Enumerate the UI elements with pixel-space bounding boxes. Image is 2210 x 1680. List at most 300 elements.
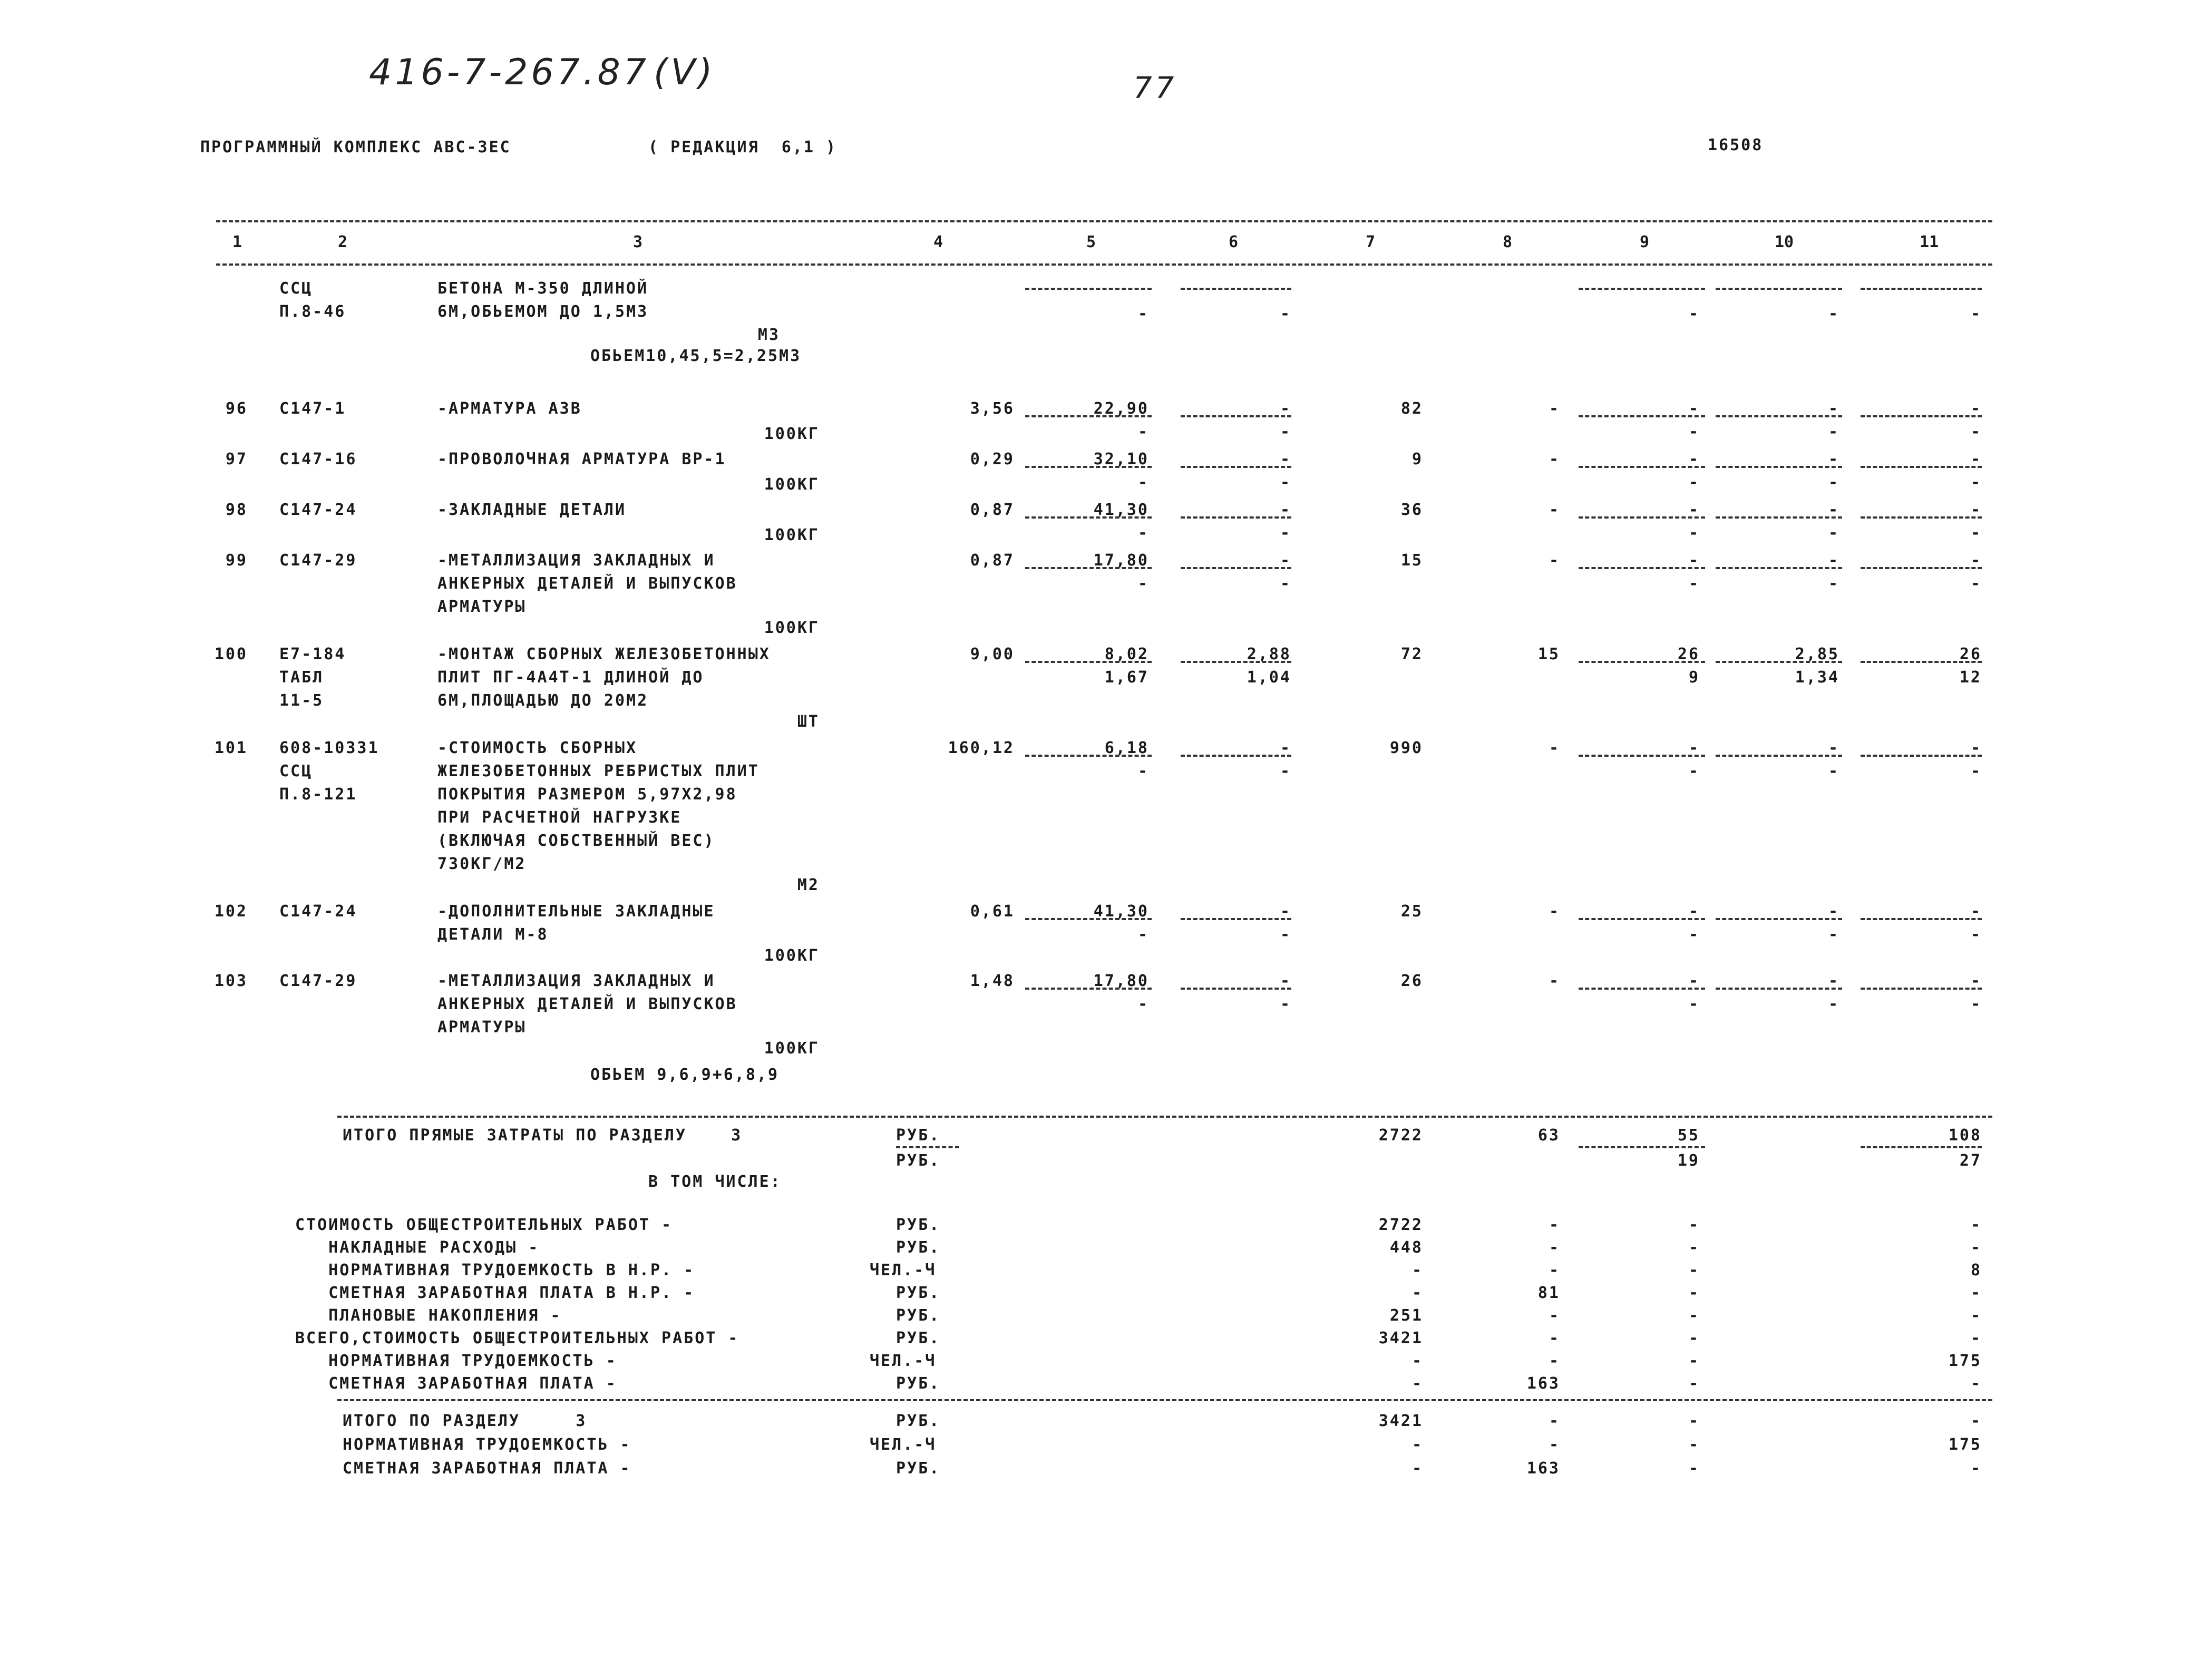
row-description: (ВКЛЮЧАЯ СОБСТВЕННЫЙ ВЕС) <box>437 832 715 850</box>
row-description: -ДОПОЛНИТЕЛЬНЫЕ ЗАКЛАДНЫЕ <box>437 902 715 921</box>
cell-c10: - <box>1828 995 1839 1013</box>
cell-c11: - <box>1970 524 1982 542</box>
cell-c9: - <box>1688 739 1700 757</box>
cell-c11: - <box>1970 995 1982 1013</box>
table-top-rule <box>216 220 1992 222</box>
handwritten-page-number: 77 <box>1133 71 1177 105</box>
handwritten-volume: (V) <box>654 52 716 93</box>
cell-c4: 0,87 <box>970 501 1015 519</box>
summary-label: НАКЛАДНЫЕ РАСХОДЫ - <box>295 1238 540 1257</box>
col5-rule <box>1025 918 1152 920</box>
cell-c11: - <box>1970 399 1982 418</box>
cell-c5: 41,30 <box>1093 501 1149 519</box>
section-total-label: СМЕТНАЯ ЗАРАБОТНАЯ ПЛАТА - <box>343 1459 631 1478</box>
cell-c6: - <box>1280 305 1291 323</box>
cell-c7: - <box>1411 1435 1423 1454</box>
total-direct-unit2: РУБ. <box>896 1151 941 1170</box>
cell-c8: 163 <box>1526 1374 1560 1393</box>
cell-c6: - <box>1280 739 1291 757</box>
row-description: ПОКРЫТИЯ РАЗМЕРОМ 5,97Х2,98 <box>437 785 737 804</box>
cell-c7: 9 <box>1411 450 1423 468</box>
cell-c11: - <box>1970 1238 1982 1257</box>
cell-c10: - <box>1828 551 1839 570</box>
column-header-6: 6 <box>1228 233 1239 251</box>
cell-c9: - <box>1688 423 1700 441</box>
cell-c7: 36 <box>1400 501 1423 519</box>
row-description: -АРМАТУРА А3В <box>437 399 582 418</box>
summary-label: ПЛАНОВЫЕ НАКОПЛЕНИЯ - <box>295 1306 562 1325</box>
cell-c6: - <box>1280 551 1291 570</box>
col10-rule <box>1716 466 1842 468</box>
cell-c8: - <box>1549 1412 1560 1430</box>
cell-c9: - <box>1688 551 1700 570</box>
row-description: -СТОИМОСТЬ СБОРНЫХ <box>437 739 638 757</box>
section-total-unit: РУБ. <box>896 1412 941 1430</box>
summary-label: СТОИМОСТЬ ОБЩЕСТРОИТЕЛЬНЫХ РАБОТ - <box>295 1216 673 1234</box>
summary-unit: РУБ. <box>896 1329 941 1347</box>
column-header-8: 8 <box>1502 233 1513 251</box>
cell-c5: 8,02 <box>1104 645 1149 663</box>
col9-rule <box>1579 415 1705 417</box>
section-total-unit: РУБ. <box>896 1459 941 1478</box>
row-description: АРМАТУРЫ <box>437 598 527 616</box>
row-number: 98 <box>225 501 248 519</box>
cell-c9: - <box>1688 925 1700 944</box>
cell-c5: - <box>1137 574 1149 593</box>
cell-c8: 163 <box>1526 1459 1560 1478</box>
col10-rule <box>1716 988 1842 990</box>
cell-c9: - <box>1688 995 1700 1013</box>
cell-c8: - <box>1549 450 1560 468</box>
cell-c9: - <box>1688 762 1700 780</box>
col5-rule <box>1025 516 1152 519</box>
cell-c9: 26 <box>1677 645 1700 663</box>
col9-rule <box>1579 288 1705 290</box>
column-header-1: 1 <box>232 233 242 251</box>
section-total-label: ИТОГО ПО РАЗДЕЛУ 3 <box>343 1412 587 1430</box>
cell-c11: 8 <box>1970 1261 1982 1279</box>
row-description: АНКЕРНЫХ ДЕТАЛЕЙ И ВЫПУСКОВ <box>437 574 737 593</box>
cell-c7: 990 <box>1389 739 1423 757</box>
cell-c7: 251 <box>1389 1306 1423 1325</box>
program-title: ПРОГРАММНЫЙ КОМПЛЕКС АВС-3ЕС <box>200 138 511 157</box>
cell-c8: - <box>1549 1216 1560 1234</box>
cell-c6: - <box>1280 925 1291 944</box>
row-code: С147-1 <box>279 399 346 418</box>
row-code: С147-24 <box>279 902 357 921</box>
cell-c10: - <box>1828 524 1839 542</box>
total-direct-unit: РУБ. <box>896 1126 941 1145</box>
cell-c11: - <box>1970 1216 1982 1234</box>
cell-c6: - <box>1280 524 1291 542</box>
cell-c5: 17,80 <box>1093 551 1149 570</box>
row-description: ЖЕЛЕЗОБЕТОННЫХ РЕБРИСТЫХ ПЛИТ <box>437 762 760 780</box>
handwritten-code: 416-7-267.87 <box>369 52 650 93</box>
cell-c9: - <box>1688 1238 1700 1257</box>
cell-c4: 3,56 <box>970 399 1015 418</box>
cell-c8: - <box>1549 1435 1560 1454</box>
cell-c5: 1,67 <box>1104 668 1149 687</box>
col6-rule <box>1181 516 1291 519</box>
cell-c8: - <box>1549 1261 1560 1279</box>
row-code: 11-5 <box>279 691 324 710</box>
cell-c11: - <box>1970 574 1982 593</box>
cell-c8: - <box>1549 739 1560 757</box>
col11-rule <box>1861 661 1982 663</box>
column-header-9: 9 <box>1639 233 1650 251</box>
section-total-unit: ЧЕЛ.-Ч <box>870 1435 937 1454</box>
cell-c11: 175 <box>1948 1435 1982 1454</box>
cell-c6: - <box>1280 450 1291 468</box>
row-unit: 100КГ <box>764 425 820 443</box>
cell-c6: - <box>1280 423 1291 441</box>
summary-label: СМЕТНАЯ ЗАРАБОТНАЯ ПЛАТА - <box>295 1374 617 1393</box>
cell-c7: 72 <box>1400 645 1423 663</box>
cell-c11: - <box>1970 925 1982 944</box>
row-number: 101 <box>214 739 248 757</box>
row-number: 100 <box>214 645 248 663</box>
summary-label: НОРМАТИВНАЯ ТРУДОЕМКОСТЬ - <box>295 1352 617 1370</box>
column-header-2: 2 <box>337 233 348 251</box>
row-description: ПРИ РАСЧЕТНОЙ НАГРУЗКЕ <box>437 808 682 827</box>
table-header-rule <box>216 263 1992 266</box>
cell-c11: - <box>1970 902 1982 921</box>
cell-c5: - <box>1137 762 1149 780</box>
col6-rule <box>1181 466 1291 468</box>
col11-rule <box>1861 918 1982 920</box>
cell-c6: - <box>1280 501 1291 519</box>
col11-rule <box>1861 415 1982 417</box>
cell-c11: - <box>1970 450 1982 468</box>
col10-rule <box>1716 415 1842 417</box>
cell-c8: - <box>1549 1329 1560 1347</box>
cell-c7: - <box>1411 1352 1423 1370</box>
summary-unit: РУБ. <box>896 1216 941 1234</box>
cell-c8: - <box>1549 902 1560 921</box>
program-edition: ( РЕДАКЦИЯ 6,1 ) <box>648 138 838 157</box>
row-unit: 100КГ <box>764 526 820 544</box>
cell-c8: - <box>1549 1238 1560 1257</box>
cell-c6: - <box>1280 972 1291 990</box>
cell-c11: 26 <box>1959 645 1982 663</box>
summary-unit: ЧЕЛ.-Ч <box>870 1352 937 1370</box>
col5-rule <box>1025 415 1152 417</box>
row-description: АРМАТУРЫ <box>437 1018 527 1037</box>
cell-c6: - <box>1280 995 1291 1013</box>
cell-c8: 63 <box>1537 1126 1560 1145</box>
cell-c9: 55 <box>1677 1126 1700 1145</box>
cell-c8: - <box>1549 1352 1560 1370</box>
cell-c10: - <box>1828 925 1839 944</box>
cell-c10: - <box>1828 423 1839 441</box>
cell-c4: 0,87 <box>970 551 1015 570</box>
row-description: -ПРОВОЛОЧНАЯ АРМАТУРА ВР-1 <box>437 450 726 468</box>
col10-rule <box>1716 755 1842 757</box>
cell-c9: - <box>1688 902 1700 921</box>
cell-c7: 3421 <box>1378 1412 1423 1430</box>
row-description: ДЕТАЛИ М-8 <box>437 925 549 944</box>
cell-c10: - <box>1828 972 1839 990</box>
cell-c11: - <box>1970 739 1982 757</box>
cell-c5: - <box>1137 473 1149 492</box>
cell-c9: 9 <box>1688 668 1700 687</box>
cell-c6: - <box>1280 473 1291 492</box>
row-code: 608-10331 <box>279 739 379 757</box>
col5-rule <box>1025 661 1152 663</box>
col6-rule <box>1181 415 1291 417</box>
cell-c8: - <box>1549 551 1560 570</box>
cell-c4: 0,29 <box>970 450 1015 468</box>
row-code: ТАБЛ <box>279 668 324 687</box>
cell-c10: 2,85 <box>1795 645 1839 663</box>
col9-rule <box>1579 567 1705 569</box>
cell-c7: - <box>1411 1459 1423 1478</box>
cell-c5: 32,10 <box>1093 450 1149 468</box>
col10-rule <box>1716 661 1842 663</box>
row-unit: М2 <box>797 876 820 894</box>
cell-c10: 1,34 <box>1795 668 1839 687</box>
cell-c6: 1,04 <box>1247 668 1291 687</box>
column-header-7: 7 <box>1365 233 1376 251</box>
col5-rule <box>1025 988 1152 990</box>
col6-rule <box>1181 288 1291 290</box>
col6-rule <box>1181 567 1291 569</box>
section-total-label: НОРМАТИВНАЯ ТРУДОЕМКОСТЬ - <box>343 1435 631 1454</box>
row-description: 730КГ/М2 <box>437 855 527 873</box>
cell-c9: - <box>1688 473 1700 492</box>
col10-rule <box>1716 288 1842 290</box>
col11-rule <box>1861 288 1982 290</box>
cont-code-line: П.8-46 <box>279 302 346 321</box>
cont-text-line: 6М,ОБЬЕМОМ ДО 1,5М3 <box>437 302 649 321</box>
cont-code-line: ССЦ <box>279 279 313 298</box>
cell-c6: - <box>1280 399 1291 418</box>
cell-c9: 19 <box>1677 1151 1700 1170</box>
cell-c7: 25 <box>1400 902 1423 921</box>
cell-c5: 17,80 <box>1093 972 1149 990</box>
cell-c10: - <box>1828 399 1839 418</box>
col6-rule <box>1181 988 1291 990</box>
row-code: С147-24 <box>279 501 357 519</box>
cell-c11: - <box>1970 1374 1982 1393</box>
col6-rule <box>1181 918 1291 920</box>
cell-c5: - <box>1137 305 1149 323</box>
cell-c5: - <box>1137 925 1149 944</box>
summary-label: ВСЕГО,СТОИМОСТЬ ОБЩЕСТРОИТЕЛЬНЫХ РАБОТ - <box>295 1329 739 1347</box>
cont-unit: М3 <box>757 326 780 344</box>
column-header-4: 4 <box>933 233 943 251</box>
cell-c6: - <box>1280 902 1291 921</box>
cell-c11: 12 <box>1959 668 1982 687</box>
cell-c6: 2,88 <box>1247 645 1291 663</box>
cell-c9: - <box>1688 1306 1700 1325</box>
document-number: 16508 <box>1708 136 1764 154</box>
summary-unit: РУБ. <box>896 1306 941 1325</box>
cell-c5: 22,90 <box>1093 399 1149 418</box>
col11-rule <box>1861 988 1982 990</box>
cell-c10: - <box>1828 473 1839 492</box>
cell-c5: 41,30 <box>1093 902 1149 921</box>
cell-c9: - <box>1688 574 1700 593</box>
cell-c7: 3421 <box>1378 1329 1423 1347</box>
row-description: АНКЕРНЫХ ДЕТАЛЕЙ И ВЫПУСКОВ <box>437 995 737 1013</box>
cell-c9: - <box>1688 1216 1700 1234</box>
cell-c7: 2722 <box>1378 1126 1423 1145</box>
cell-c7: 82 <box>1400 399 1423 418</box>
col10-rule <box>1716 516 1842 519</box>
col10-rule <box>1716 567 1842 569</box>
col5-rule <box>1025 567 1152 569</box>
cell-c11: - <box>1970 1284 1982 1302</box>
cell-c8: - <box>1549 501 1560 519</box>
summary-unit: РУБ. <box>896 1238 941 1257</box>
total-c9-rule <box>1579 1146 1705 1148</box>
col9-rule <box>1579 755 1705 757</box>
including-heading: В ТОМ ЧИСЛЕ: <box>648 1173 782 1191</box>
cell-c11: 27 <box>1959 1151 1982 1170</box>
cell-c8: - <box>1549 1306 1560 1325</box>
cell-c11: - <box>1970 1329 1982 1347</box>
cell-c10: - <box>1828 501 1839 519</box>
cell-c9: - <box>1688 305 1700 323</box>
row-unit: 100КГ <box>764 619 820 637</box>
col5-rule <box>1025 755 1152 757</box>
cell-c11: - <box>1970 423 1982 441</box>
summary-unit: ЧЕЛ.-Ч <box>870 1261 937 1279</box>
total-direct-label: ИТОГО ПРЯМЫЕ ЗАТРАТЫ ПО РАЗДЕЛУ 3 <box>343 1126 743 1145</box>
summary-unit: РУБ. <box>896 1374 941 1393</box>
cell-c4: 160,12 <box>948 739 1015 757</box>
row-code: С147-16 <box>279 450 357 468</box>
cell-c4: 9,00 <box>970 645 1015 663</box>
col11-rule <box>1861 466 1982 468</box>
col10-rule <box>1716 918 1842 920</box>
volume-note: ОБЬЕМ 9,6,9+6,8,9 <box>590 1066 780 1084</box>
column-header-5: 5 <box>1086 233 1096 251</box>
cell-c11: 108 <box>1948 1126 1982 1145</box>
cell-c9: - <box>1688 1261 1700 1279</box>
row-number: 103 <box>214 972 248 990</box>
cell-c7: 448 <box>1389 1238 1423 1257</box>
cell-c6: - <box>1280 574 1291 593</box>
cell-c11: - <box>1970 551 1982 570</box>
cell-c7: - <box>1411 1284 1423 1302</box>
row-unit: 100КГ <box>764 946 820 965</box>
cell-c9: - <box>1688 1284 1700 1302</box>
col9-rule <box>1579 516 1705 519</box>
column-header-3: 3 <box>632 233 643 251</box>
total-c11-rule <box>1861 1146 1982 1148</box>
section-total-rule <box>337 1399 1992 1401</box>
summary-label: СМЕТНАЯ ЗАРАБОТНАЯ ПЛАТА В Н.Р. - <box>295 1284 695 1302</box>
col9-rule <box>1579 466 1705 468</box>
cell-c8: - <box>1549 399 1560 418</box>
col9-rule <box>1579 661 1705 663</box>
row-unit: ШТ <box>797 712 820 731</box>
cell-c9: - <box>1688 972 1700 990</box>
cont-text-line: БЕТОНА М-350 ДЛИНОЙ <box>437 279 649 298</box>
row-description: -МЕТАЛЛИЗАЦИЯ ЗАКЛАДНЫХ И <box>437 972 715 990</box>
column-header-11: 11 <box>1919 233 1939 251</box>
cell-c10: - <box>1828 450 1839 468</box>
row-code: ССЦ <box>279 762 313 780</box>
col5-rule <box>1025 288 1152 290</box>
row-description: -МОНТАЖ СБОРНЫХ ЖЕЛЕЗОБЕТОННЫХ <box>437 645 771 663</box>
row-number: 96 <box>225 399 248 418</box>
col11-rule <box>1861 567 1982 569</box>
cell-c4: 1,48 <box>970 972 1015 990</box>
row-description: -МЕТАЛЛИЗАЦИЯ ЗАКЛАДНЫХ И <box>437 551 715 570</box>
row-code: П.8-121 <box>279 785 357 804</box>
cell-c11: - <box>1970 762 1982 780</box>
row-description: ПЛИТ ПГ-4А4Т-1 ДЛИНОЙ ДО <box>437 668 704 687</box>
cell-c5: - <box>1137 995 1149 1013</box>
row-number: 102 <box>214 902 248 921</box>
cell-c7: 15 <box>1400 551 1423 570</box>
cell-c7: 2722 <box>1378 1216 1423 1234</box>
cell-c10: - <box>1828 739 1839 757</box>
cell-c10: - <box>1828 305 1839 323</box>
cell-c9: - <box>1688 399 1700 418</box>
row-unit: 100КГ <box>764 475 820 494</box>
cell-c9: - <box>1688 1374 1700 1393</box>
cell-c7: - <box>1411 1261 1423 1279</box>
summary-unit: РУБ. <box>896 1284 941 1302</box>
row-number: 99 <box>225 551 248 570</box>
cell-c11: 175 <box>1948 1352 1982 1370</box>
cell-c11: - <box>1970 501 1982 519</box>
cell-c9: - <box>1688 1412 1700 1430</box>
cell-c9: - <box>1688 524 1700 542</box>
cell-c10: - <box>1828 762 1839 780</box>
cell-c9: - <box>1688 501 1700 519</box>
cell-c5: - <box>1137 524 1149 542</box>
row-description: -ЗАКЛАДНЫЕ ДЕТАЛИ <box>437 501 627 519</box>
col5-rule <box>1025 466 1152 468</box>
cell-c4: 0,61 <box>970 902 1015 921</box>
cell-c11: - <box>1970 473 1982 492</box>
cell-c11: - <box>1970 1412 1982 1430</box>
col6-rule <box>1181 661 1291 663</box>
cell-c9: - <box>1688 1459 1700 1478</box>
cell-c6: - <box>1280 762 1291 780</box>
cell-c11: - <box>1970 305 1982 323</box>
cell-c9: - <box>1688 1352 1700 1370</box>
row-code: Е7-184 <box>279 645 346 663</box>
row-number: 97 <box>225 450 248 468</box>
cell-c8: 81 <box>1537 1284 1560 1302</box>
col11-rule <box>1861 755 1982 757</box>
column-header-10: 10 <box>1774 233 1794 251</box>
cell-c9: - <box>1688 450 1700 468</box>
cell-c7: - <box>1411 1374 1423 1393</box>
cell-c10: - <box>1828 574 1839 593</box>
row-code: С147-29 <box>279 551 357 570</box>
col9-rule <box>1579 988 1705 990</box>
col9-rule <box>1579 918 1705 920</box>
cell-c5: 6,18 <box>1104 739 1149 757</box>
cell-c11: - <box>1970 1459 1982 1478</box>
cell-c7: 26 <box>1400 972 1423 990</box>
cell-c9: - <box>1688 1329 1700 1347</box>
cont-volume: ОБЬЕМ10,45,5=2,25М3 <box>590 347 802 365</box>
cell-c5: - <box>1137 423 1149 441</box>
total-unit-rule <box>896 1146 959 1148</box>
row-code: С147-29 <box>279 972 357 990</box>
cell-c11: - <box>1970 972 1982 990</box>
cell-c11: - <box>1970 1306 1982 1325</box>
cell-c8: 15 <box>1537 645 1560 663</box>
